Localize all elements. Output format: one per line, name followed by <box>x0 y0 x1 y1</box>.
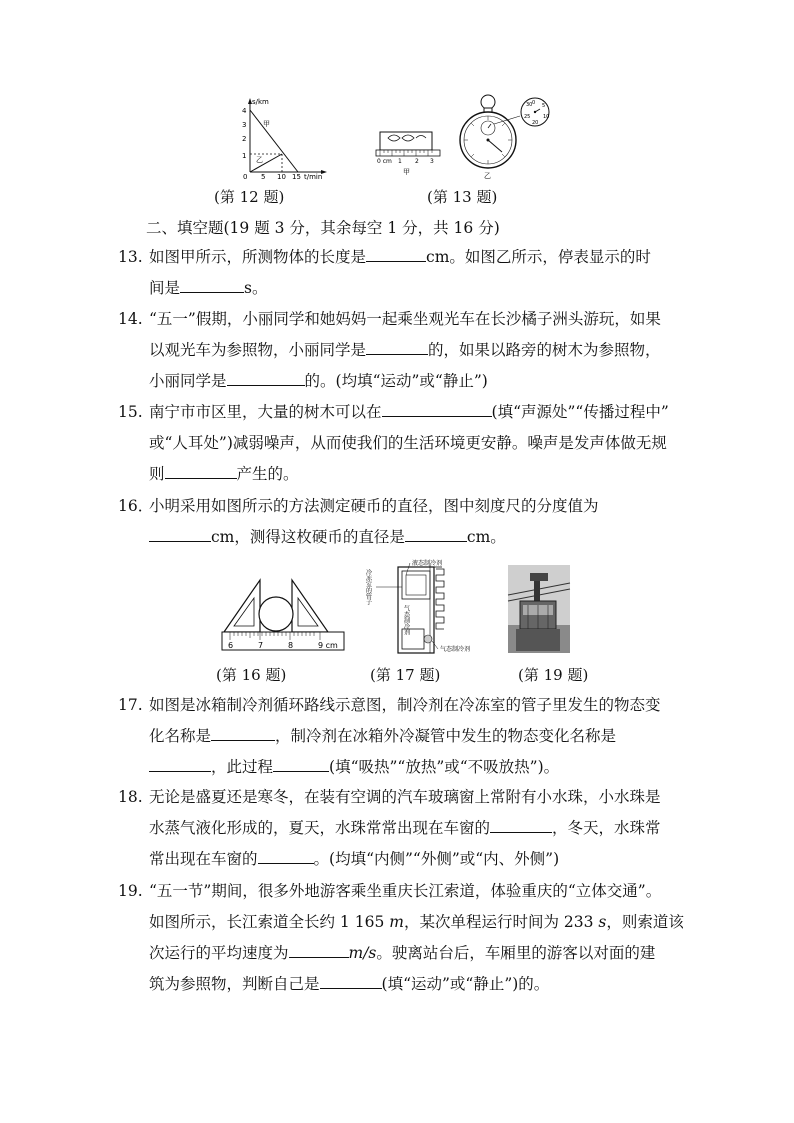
ruler-tick: 7 <box>258 641 264 650</box>
question-text: 间是 <box>149 279 181 297</box>
question-19 <box>118 876 684 1000</box>
question-text: cm，测得这枚硬币的直径是 <box>211 528 405 546</box>
question-text: 以观光车为参照物，小丽同学是 <box>149 341 367 359</box>
answer-blank[interactable] <box>366 338 428 355</box>
stopwatch-dial-label: 25 <box>524 114 531 120</box>
fridge-label-left: 冷冻室的管子 <box>364 569 372 605</box>
question-text: s。 <box>244 279 268 297</box>
question-text: 小丽同学是 <box>149 372 227 390</box>
question-number: 19. <box>118 882 143 900</box>
answer-blank[interactable] <box>490 816 552 833</box>
question-text: 的。(均填“运动”或“静止”) <box>304 372 488 390</box>
stopwatch-label: 乙 <box>484 172 491 180</box>
graph-line-yi <box>250 154 282 172</box>
answer-blank[interactable] <box>149 525 211 542</box>
stopwatch-dial-label: 30 <box>526 102 533 108</box>
question-text: cm。如图乙所示，停表显示的时 <box>426 248 651 266</box>
question-16 <box>118 491 678 553</box>
answer-blank[interactable] <box>149 755 211 772</box>
caption-q19: (第 19 题) <box>518 666 589 684</box>
question-text: 南宁市市区里，大量的树木可以在 <box>149 403 382 421</box>
caption-q17: (第 17 题) <box>370 666 441 684</box>
graph-ytick: 3 <box>242 121 247 129</box>
answer-blank[interactable] <box>366 245 426 262</box>
question-text: ，则索道该 <box>606 913 684 931</box>
question-13 <box>118 242 678 304</box>
question-number: 15. <box>118 403 143 421</box>
unit-text: m/s <box>348 944 377 962</box>
fridge-label-mid: 气态制冷剂 <box>402 605 410 635</box>
answer-blank[interactable] <box>227 369 305 386</box>
question-text: 如图所示，长江索道全长约 1 165 <box>149 913 385 931</box>
question-text: 。驶离站台后，车厢里的游客以对面的建 <box>376 944 656 962</box>
graph-label-jia: 甲 <box>263 120 270 128</box>
stopwatch-figure-q13 <box>454 94 554 180</box>
caption-q13: (第 13 题) <box>427 188 498 206</box>
stopwatch-dial-label: 0 <box>532 100 536 106</box>
unit-text: s <box>598 913 607 931</box>
question-text: 或“人耳处”)减弱噪声，从而使我们的生活环境更安静。噪声是发声体做无规 <box>149 434 667 452</box>
answer-blank[interactable] <box>382 400 492 417</box>
question-text: “五一节”期间，很多外地游客乘坐重庆长江索道，体验重庆的“立体交通”。 <box>149 882 662 900</box>
ruler-label: 甲 <box>403 168 410 176</box>
question-number: 18. <box>118 788 143 806</box>
question-text: 如图甲所示，所测物体的长度是 <box>149 248 367 266</box>
answer-blank[interactable] <box>180 276 244 293</box>
question-text: 小明采用如图所示的方法测定硬币的直径，图中刻度尺的分度值为 <box>149 497 599 515</box>
question-number: 13. <box>118 248 143 266</box>
graph-xtick: 10 <box>277 173 286 181</box>
answer-blank[interactable] <box>289 941 349 958</box>
graph-xtick: 5 <box>261 173 266 181</box>
question-text: ，某次单程运行时间为 233 <box>403 913 594 931</box>
question-text: 产生的。 <box>236 465 299 483</box>
question-14 <box>118 304 678 397</box>
fridge-label-top: 液态制冷剂 <box>412 560 443 567</box>
question-text: “五一”假期，小丽同学和她妈妈一起乘坐观光车在长沙橘子洲头游玩，如果 <box>149 310 661 328</box>
question-number: 14. <box>118 310 143 328</box>
ruler-tick: 9 cm <box>318 641 338 650</box>
question-17 <box>118 690 678 783</box>
graph-origin: 0 <box>243 173 248 181</box>
graph-ylabel: s/km <box>252 98 269 106</box>
answer-blank[interactable] <box>320 972 382 989</box>
question-text: 常出现在车窗的 <box>149 850 258 868</box>
question-text: 化名称是 <box>149 727 212 745</box>
question-15 <box>118 397 678 490</box>
ruler-tick: 8 <box>288 641 294 650</box>
question-text: (填“声源处”“传播过程中” <box>491 403 669 421</box>
fridge-figure-q17 <box>366 557 492 657</box>
unit-text: m <box>389 913 404 931</box>
caption-q16: (第 16 题) <box>216 666 287 684</box>
question-text: 筑为参照物，判断自己是 <box>149 975 320 993</box>
answer-blank[interactable] <box>258 847 314 864</box>
question-text: 的，如果以路旁的树木为参照物， <box>428 341 661 359</box>
question-number: 17. <box>118 696 143 714</box>
graph-ytick: 1 <box>242 152 247 160</box>
graph-xtick: 15 <box>292 173 301 181</box>
question-number: 16． <box>118 497 154 515</box>
ruler-tick: 2 <box>415 158 419 165</box>
ruler-tick: 6 <box>228 641 234 650</box>
answer-blank[interactable] <box>405 525 467 542</box>
question-text: ，冬天，水珠常 <box>552 819 661 837</box>
ruler-tick: 0 cm <box>377 158 392 165</box>
question-text: ，此过程 <box>211 758 274 776</box>
question-text: 次运行的平均速度为 <box>149 944 289 962</box>
stopwatch-dial-label: 10 <box>543 114 550 120</box>
question-text: (填“吸热”“放热”或“不吸放热”)。 <box>329 758 560 776</box>
section-title: 二、填空题(19 题 3 分，其余每空 1 分，共 16 分) <box>146 219 500 237</box>
stopwatch-dial-label: 5 <box>542 103 546 109</box>
cable-car-photo-q19 <box>508 565 570 653</box>
ruler-tick: 1 <box>398 158 402 165</box>
coin-ruler-figure-q16 <box>220 576 346 656</box>
graph-ytick: 2 <box>242 135 247 143</box>
answer-blank[interactable] <box>165 462 237 479</box>
stopwatch-dial-label: 20 <box>532 120 539 126</box>
question-18 <box>118 782 678 875</box>
graph-figure-q12 <box>232 96 332 180</box>
question-text: 如图是冰箱制冷剂循环路线示意图，制冷剂在冷冻室的管子里发生的物态变 <box>149 696 661 714</box>
question-text: 。(均填“内侧”“外侧”或“内、外侧”) <box>313 850 560 868</box>
question-text: ，制冷剂在冰箱外冷凝管中发生的物态变化名称是 <box>275 727 617 745</box>
graph-label-yi: 乙 <box>256 156 263 164</box>
caption-q12: (第 12 题) <box>214 188 285 206</box>
question-text: cm。 <box>466 528 506 546</box>
question-text: 无论是盛夏还是寒冬，在装有空调的汽车玻璃窗上常附有小水珠，小水珠是 <box>149 788 661 806</box>
answer-blank[interactable] <box>273 755 329 772</box>
question-text: 水蒸气液化形成的，夏天，水珠常常出现在车窗的 <box>149 819 491 837</box>
question-text: (填“运动”或“静止”)的。 <box>381 975 550 993</box>
graph-xlabel: t/min <box>304 173 323 181</box>
ruler-tick: 3 <box>430 158 434 165</box>
question-text: 则 <box>149 465 165 483</box>
ruler-figure-q13 <box>374 128 444 176</box>
fridge-label-bottom: 气态制冷剂 <box>440 646 471 653</box>
graph-ytick: 4 <box>242 107 247 115</box>
answer-blank[interactable] <box>211 724 275 741</box>
